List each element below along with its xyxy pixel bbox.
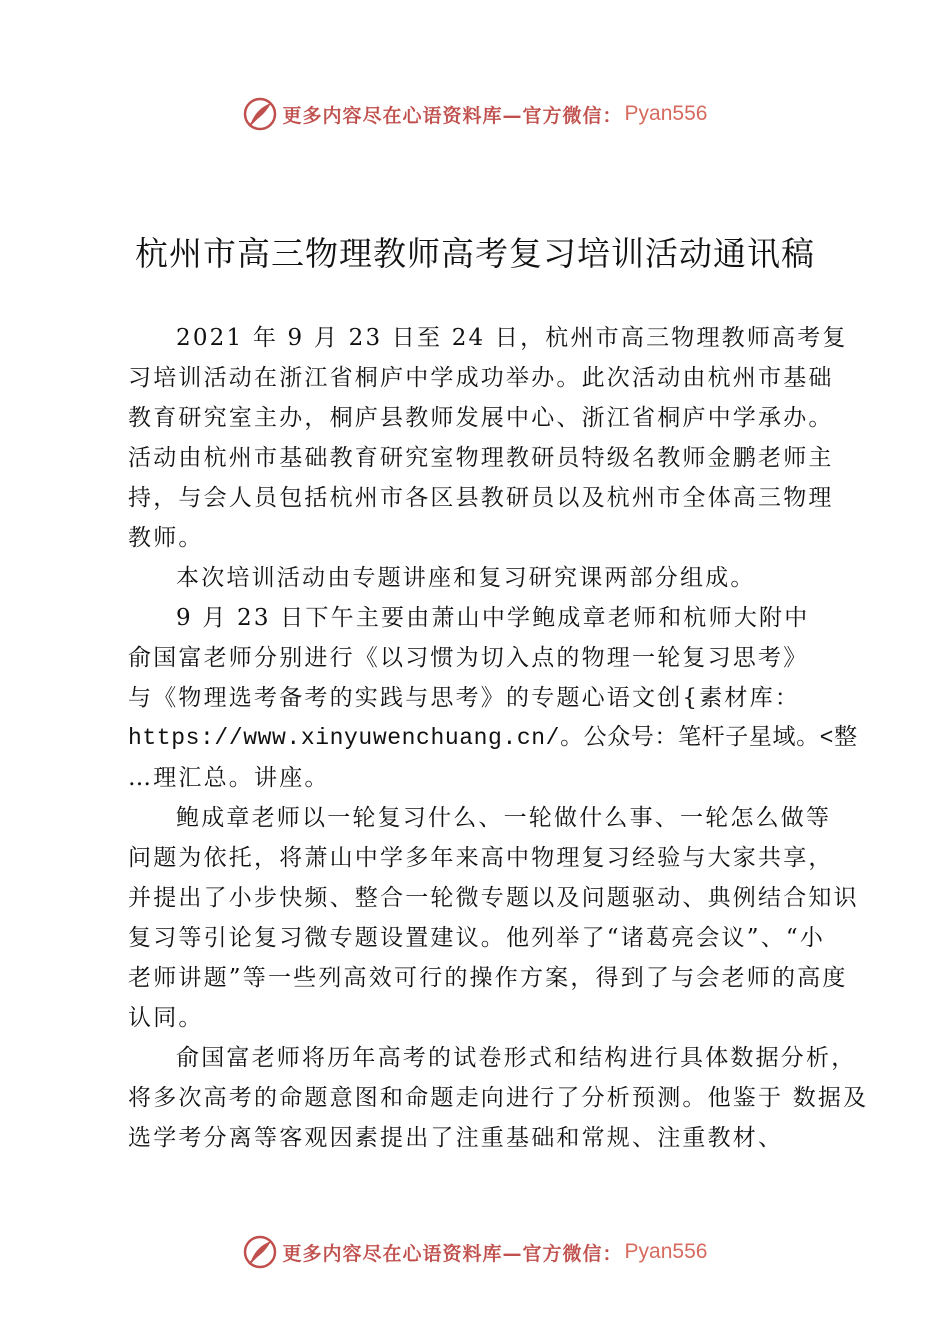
paragraph-line: 活动由杭州市基础教育研究室物理教研员特级名教师金鹏老师主 [128, 445, 834, 471]
document-body [128, 318, 869, 1158]
paragraph-line: 持，与会人员包括杭州市各区县教研员以及杭州市全体高三物理 [128, 485, 834, 511]
paragraph-line: 教育研究室主办，桐庐县教师发展中心、浙江省桐庐中学承办。 [128, 405, 834, 431]
paragraph-line: 与《物理选考备考的实践与思考》的专题心语文创{素材库： [128, 685, 801, 711]
paragraph-line: 2021 年 9 月 23 日至 24 日，杭州市高三物理教师高考复 [176, 325, 848, 351]
paragraph-line: 选学考分离等客观因素提出了注重基础和常规、注重教材、 [128, 1125, 784, 1151]
paragraph-line: …理汇总。讲座。 [128, 765, 330, 791]
paragraph-line: 教师。 [128, 525, 204, 551]
banner-wechat-id: Pyan556 [624, 102, 708, 125]
banner-wechat-id: Pyan556 [624, 1240, 708, 1263]
quill-pen-logo-icon [243, 97, 277, 131]
paragraph-line: 将多次高考的命题意图和命题走向进行了分析预测。他鉴于 数据及 [128, 1085, 869, 1111]
paragraph-line-url: https://www.xinyuwenchuang.cn/。公众号：笔杆子星域。<整 [128, 725, 858, 751]
paragraph-line: 问题为依托，将萧山中学多年来高中物理复习经验与大家共享， [128, 845, 834, 871]
document-title: 杭州市高三物理教师高考复习培训活动通讯稿 [135, 234, 815, 273]
paragraph-line: 俞国富老师将历年高考的试卷形式和结构进行具体数据分析， [176, 1045, 857, 1071]
paragraph-line: 习培训活动在浙江省桐庐中学成功举办。此次活动由杭州市基础 [128, 365, 834, 391]
quill-pen-logo-icon [243, 1235, 277, 1269]
paragraph-line: 复习等引论复习微专题设置建议。他列举了“诸葛亮会议”、“小 [128, 925, 826, 951]
paragraph-line: 鲍成章老师以一轮复习什么、一轮做什么事、一轮怎么做等 [176, 805, 832, 831]
paragraph-line: 老师讲题”等一些列高效可行的操作方案，得到了与会老师的高度 [128, 965, 848, 991]
paragraph-line: 认同。 [128, 1005, 204, 1031]
header-banner [0, 94, 950, 134]
paragraph-line: 9 月 23 日下午主要由萧山中学鲍成章老师和杭师大附中 [176, 605, 810, 631]
paragraph-line: 俞国富老师分别进行《以习惯为切入点的物理一轮复习思考》 [128, 645, 809, 671]
banner-text: 更多内容尽在心语资料库—官方微信： [282, 1242, 623, 1265]
paragraph-line: 本次培训活动由专题讲座和复习研究课两部分组成。 [176, 565, 756, 591]
footer-banner [0, 1232, 950, 1272]
banner-text: 更多内容尽在心语资料库—官方微信： [282, 104, 623, 127]
paragraph-line: 并提出了小步快频、整合一轮微专题以及问题驱动、典例结合知识 [128, 885, 859, 911]
